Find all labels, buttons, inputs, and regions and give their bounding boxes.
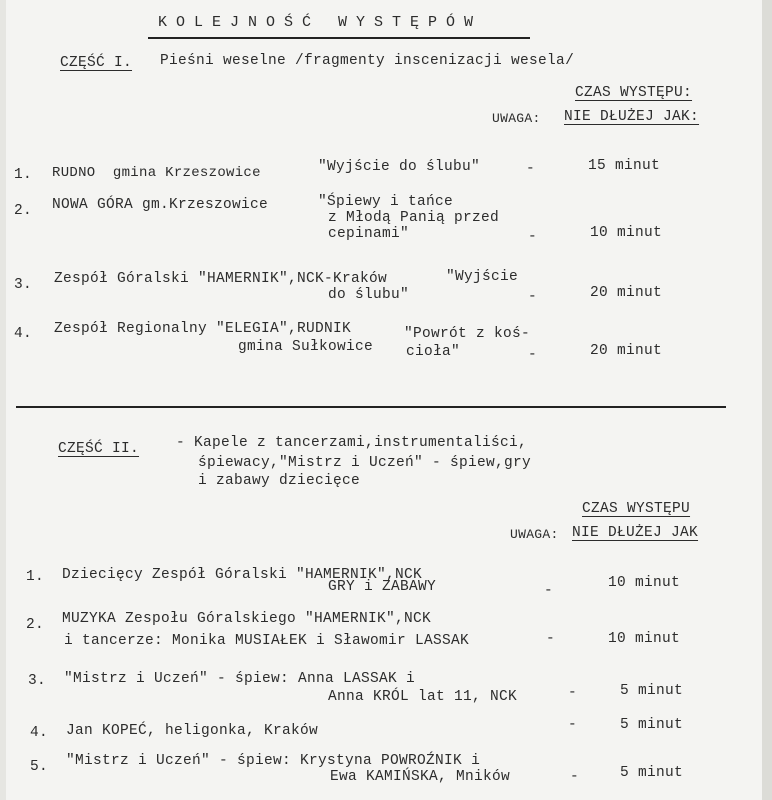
part2-item-line: i tancerze: Monika MUSIAŁEK i Sławomir LASSAK (64, 633, 470, 649)
part1-note-label: UWAGA: (492, 111, 541, 126)
part2-item-line: MUZYKA Zespołu Góralskiego "HAMERNIK",NCK (62, 611, 432, 627)
part2-item-duration: 5 minut (620, 683, 684, 699)
part2-item-line: "Mistrz i Uczeń" - śpiew: Anna LASSAK i (64, 671, 416, 687)
part2-note-value: NIE DŁUŻEJ JAK (572, 525, 699, 541)
part1-item-duration: 20 minut (590, 343, 663, 359)
part1-note-value: NIE DŁUŻEJ JAK: (564, 109, 700, 125)
part2-item-duration: 5 minut (620, 717, 684, 733)
part2-item-dash: - (570, 769, 580, 785)
part2-item-line: Anna KRÓL lat 11, NCK (328, 689, 518, 705)
part2-item-number: 3. (28, 673, 47, 689)
part1-item-title: "Śpiewy i tańce (318, 194, 454, 210)
part1-label: CZĘŚĆ I. (60, 55, 133, 71)
part1-item-dash: - (526, 161, 536, 177)
part2-item-dash: - (544, 583, 554, 599)
part2-item-number: 4. (30, 725, 49, 741)
part2-item-line: Dziecięcy Zespół Góralski "HAMERNIK",NCK (62, 567, 423, 583)
part2-description: i zabawy dziecięce (198, 473, 361, 489)
part1-item-number: 1. (14, 167, 33, 183)
part1-item-number: 2. (14, 203, 33, 219)
part1-item-title: cepinami" (328, 226, 410, 242)
section-divider (16, 406, 726, 408)
part1-item-title: z Młodą Panią przed (328, 210, 500, 226)
part2-item-number: 1. (26, 569, 45, 585)
scan-edge-left (0, 0, 6, 800)
part1-item-number: 3. (14, 277, 33, 293)
part1-item-title: "Powrót z koś- (404, 326, 531, 342)
part1-item-title: cioła" (406, 344, 461, 360)
part2-description: - Kapele z tancerzami,instrumentaliści, (176, 435, 528, 451)
part2-description: śpiewacy,"Mistrz i Uczeń" - śpiew,gry (198, 455, 532, 471)
part1-item-title: "Wyjście do ślubu" (318, 159, 481, 175)
document-title: KOLEJNOŚĆ WYSTĘPÓW (158, 14, 483, 31)
part1-item-duration: 10 minut (590, 225, 663, 241)
part1-item-performer: Zespół Góralski "HAMERNIK",NCK-Kraków (54, 271, 388, 287)
part1-item-performer: RUDNO gmina Krzeszowice (52, 165, 261, 181)
part1-item-performer: NOWA GÓRA gm.Krzeszowice (52, 197, 269, 213)
part1-item-title: "Wyjście (446, 269, 519, 285)
title-underline (148, 37, 530, 39)
part2-item-duration: 5 minut (620, 765, 684, 781)
part1-description: Pieśni weselne /fragmenty inscenizacji wesela/ (160, 53, 575, 69)
part1-item-number: 4. (14, 326, 33, 342)
part2-item-line: Ewa KAMIŃSKA, Mników (330, 769, 511, 785)
part2-item-line: GRY i ZABAWY (328, 579, 437, 595)
part2-label: CZĘŚĆ II. (58, 441, 140, 457)
part1-item-duration: 15 minut (588, 158, 661, 174)
part2-note-label: UWAGA: (510, 527, 559, 542)
part2-item-line: Jan KOPEĆ, heligonka, Kraków (66, 723, 319, 739)
part2-item-duration: 10 minut (608, 575, 681, 591)
part1-item-performer: gmina Sułkowice (238, 339, 374, 355)
scan-edge-right (762, 0, 772, 800)
part2-item-number: 5. (30, 759, 49, 775)
part1-time-header: CZAS WYSTĘPU: (575, 85, 693, 101)
part2-time-header: CZAS WYSTĘPU (582, 501, 691, 517)
part2-item-duration: 10 minut (608, 631, 681, 647)
part2-item-dash: - (568, 685, 578, 701)
part1-item-dash: - (528, 229, 538, 245)
part1-item-performer: Zespół Regionalny "ELEGIA",RUDNIK (54, 321, 352, 337)
part1-item-duration: 20 minut (590, 285, 663, 301)
part2-item-number: 2. (26, 617, 45, 633)
part2-item-line: "Mistrz i Uczeń" - śpiew: Krystyna POWROŹNIK i (66, 753, 481, 769)
part1-item-title: do ślubu" (328, 287, 410, 303)
part2-item-dash: - (568, 717, 578, 733)
part1-item-dash: - (528, 347, 538, 363)
part1-item-dash: - (528, 289, 538, 305)
part2-item-dash: - (546, 631, 556, 647)
